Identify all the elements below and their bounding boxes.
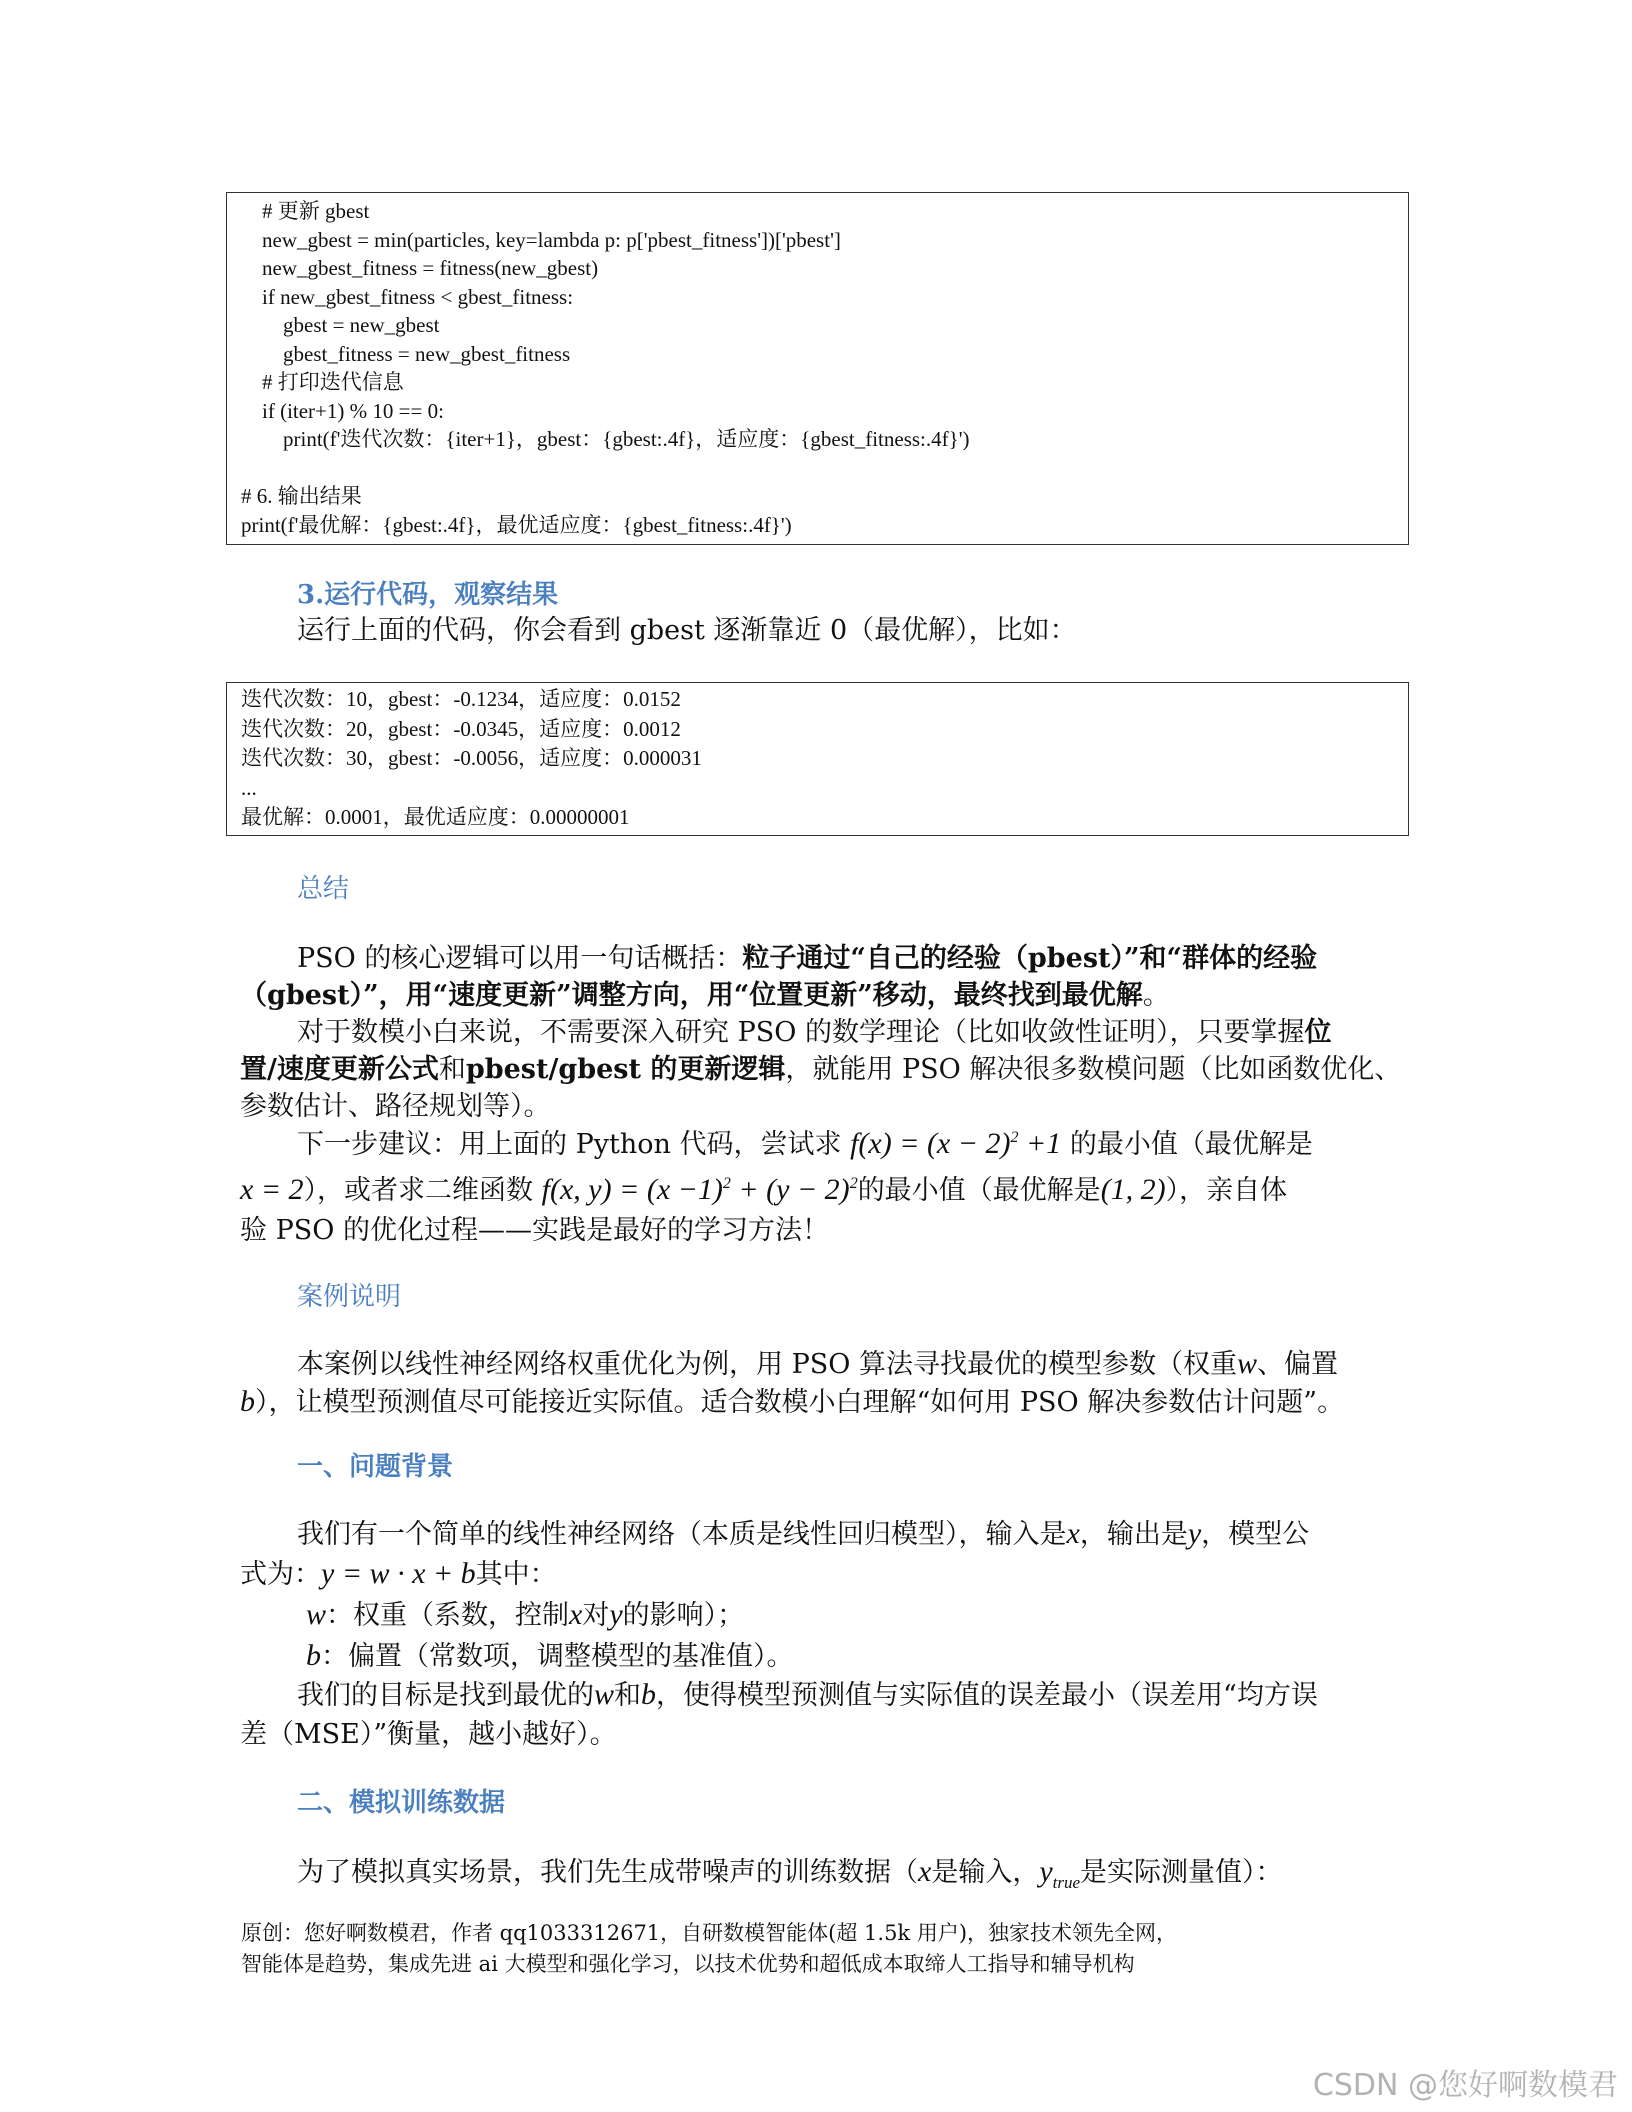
- var-y-true: $y_{true}$: [1039, 1855, 1081, 1892]
- var-b: b: [240, 1385, 255, 1418]
- footer-line-2: 智能体是趋势，集成先进 ai 大模型和强化学习，以技术优势和超低成本取缔人工指导和辅导机构: [241, 1952, 1135, 1976]
- code-line: print(f'迭代次数：{iter+1}，gbest：{gbest:.4f}，适应度：{gbest_fitness:.4f}'): [241, 427, 970, 451]
- output-line: ...: [241, 775, 257, 800]
- code-line: # 更新 gbest: [241, 199, 370, 223]
- bold-text: pbest/gbest 的更新逻辑: [465, 1054, 786, 1085]
- summary-p3-line2: [240, 1168, 1287, 1207]
- summary-p2-line3: 参数估计、路径规划等）。: [240, 1091, 551, 1122]
- section-heading-run: 3.运行代码，观察结果: [297, 580, 559, 610]
- summary-p1-line1: [297, 936, 1317, 975]
- text: 对于数模小白来说，不需要深入研究 PSO 的数学理论（比如收敛性证明），只要掌握: [297, 1017, 1305, 1048]
- text: 其中：: [475, 1559, 557, 1590]
- section-heading-summary: 总结: [297, 874, 350, 904]
- text: 是实际测量值）：: [1080, 1857, 1283, 1888]
- text: ），亲自体: [1165, 1175, 1288, 1206]
- code-line: [241, 454, 1408, 483]
- text: 的最小值（最优解是: [857, 1175, 1101, 1206]
- section-heading-training: 二、模拟训练数据: [297, 1788, 506, 1818]
- var-w: w: [594, 1678, 615, 1711]
- var-x: x: [918, 1855, 932, 1888]
- text: 本案例以线性神经网络权重优化为例，用 PSO 算法寻找最优的模型参数（权重: [297, 1349, 1237, 1380]
- var-b: b: [641, 1678, 657, 1711]
- text: ），或者求二维函数: [303, 1175, 534, 1206]
- formula-point: (1, 2): [1100, 1173, 1166, 1206]
- var-y: y: [1187, 1517, 1202, 1550]
- run-paragraph: 运行上面的代码，你会看到 gbest 逐渐靠近 0（最优解），比如：: [297, 615, 1077, 646]
- background-p2-line2: 差（MSE）”衡量，越小越好）。: [240, 1719, 617, 1750]
- code-line: new_gbest_fitness = fitness(new_gbest): [241, 256, 599, 280]
- output-line: 迭代次数：20，gbest：-0.0345，适应度：0.0012: [241, 716, 681, 741]
- var-w: w: [306, 1598, 327, 1631]
- text: ：权重（系数，控制: [326, 1600, 570, 1631]
- background-item-w: [306, 1593, 744, 1632]
- text: 为了模拟真实场景，我们先生成带噪声的训练数据（: [297, 1857, 918, 1888]
- text: 式为：: [240, 1559, 321, 1590]
- text: ，模型公: [1201, 1519, 1310, 1550]
- text: 和: [438, 1054, 466, 1085]
- code-block-output: [226, 682, 1409, 836]
- text: 的影响）；: [622, 1600, 745, 1631]
- background-item-b: [306, 1634, 794, 1673]
- summary-p3-line3: 验 PSO 的优化过程——实践是最好的学习方法！: [240, 1215, 829, 1246]
- output-line: 迭代次数：10，gbest：-0.1234，适应度：0.0152: [241, 687, 681, 711]
- code-line: gbest_fitness = new_gbest_fitness: [241, 341, 571, 366]
- text: 和: [614, 1680, 642, 1711]
- background-p1-line2: [240, 1552, 557, 1591]
- text: 下一步建议：用上面的 Python 代码，尝试求: [297, 1129, 842, 1160]
- output-line: 迭代次数：30，gbest：-0.0056，适应度：0.000031: [241, 746, 702, 770]
- summary-p1-line2: [240, 973, 1170, 1012]
- var-b: b: [306, 1639, 321, 1672]
- var-x: x: [1066, 1517, 1080, 1550]
- text: 我们的目标是找到最优的: [297, 1680, 594, 1711]
- code-line: if new_gbest_fitness < gbest_fitness:: [241, 284, 574, 309]
- var-w: w: [1236, 1347, 1257, 1380]
- training-p1: [297, 1850, 1283, 1893]
- text: 的最小值（最优解是: [1069, 1129, 1313, 1160]
- text: ：偏置（常数项，调整模型的基准值）。: [321, 1641, 794, 1672]
- formula-linear: y = w · x + b: [321, 1557, 476, 1590]
- code-line: gbest = new_gbest: [241, 313, 440, 337]
- formula-fxy: f(x, $y) = (x -1)^2 + (y - 2)^2$: [541, 1173, 858, 1206]
- case-p1-line2: [240, 1380, 1344, 1419]
- text: ，输出是: [1079, 1519, 1188, 1550]
- footer-line-1: 原创：您好啊数模君，作者 qq1033312671，自研数模智能体(超 1.5k 用户)，独家技术领先全网，: [241, 1921, 1178, 1945]
- code-line: new_gbest = min(particles, key=lambda p: p['pbest_fitness'])['pbest']: [241, 227, 841, 252]
- section-heading-background: 一、问题背景: [297, 1452, 454, 1482]
- formula-x-eq-2: x = 2: [240, 1173, 304, 1206]
- text: ，使得模型预测值与实际值的误差最小（误差用“均方误: [656, 1680, 1318, 1711]
- code-line: # 打印迭代信息: [241, 370, 404, 394]
- text: 是输入，: [931, 1857, 1040, 1888]
- summary-p2-line2: [240, 1047, 1401, 1086]
- background-p2-line1: [297, 1673, 1318, 1712]
- case-p1-line1: [297, 1342, 1338, 1381]
- section-heading-case: 案例说明: [297, 1282, 402, 1312]
- background-p1-line1: [297, 1512, 1309, 1551]
- bold-text: 置/速度更新公式: [240, 1054, 439, 1085]
- bold-text: 位: [1304, 1017, 1332, 1048]
- output-line: 最优解：0.0001，最优适应度：0.00000001: [241, 805, 630, 829]
- text: PSO 的核心逻辑可以用一句话概括：: [297, 943, 743, 974]
- text: 、偏置: [1256, 1349, 1338, 1380]
- csdn-watermark: CSDN @您好啊数模君: [1312, 2068, 1618, 2103]
- bold-text: 粒子通过“自己的经验（pbest）”和“群体的经验: [742, 943, 1318, 974]
- text: 对: [582, 1600, 610, 1631]
- code-line: # 6. 输出结果: [241, 484, 362, 508]
- code-line: if (iter+1) % 10 == 0:: [241, 398, 444, 423]
- bold-text: （gbest）”，用“速度更新”调整方向，用“位置更新”移动，最终找到最优解: [240, 980, 1143, 1011]
- formula-fx: $f(x) = (x - 2)^2 +1$: [850, 1127, 1062, 1160]
- var-y: y: [609, 1598, 623, 1631]
- text: 我们有一个简单的线性神经网络（本质是线性回归模型），输入是: [297, 1519, 1067, 1550]
- text: ），让模型预测值尽可能接近实际值。适合数模小白理解“如何用 PSO 解决参数估计问题”。: [255, 1387, 1345, 1418]
- text: 。: [1142, 980, 1170, 1011]
- summary-p3-line1: [297, 1122, 1313, 1161]
- summary-p2-line1: [297, 1010, 1331, 1049]
- var-x: x: [569, 1598, 583, 1631]
- text: ，就能用 PSO 解决很多数模问题（比如函数优化、: [785, 1054, 1402, 1085]
- code-block-pso-loop: [226, 192, 1409, 545]
- code-line: print(f'最优解：{gbest:.4f}，最优适应度：{gbest_fitness:.4f}'): [241, 512, 792, 537]
